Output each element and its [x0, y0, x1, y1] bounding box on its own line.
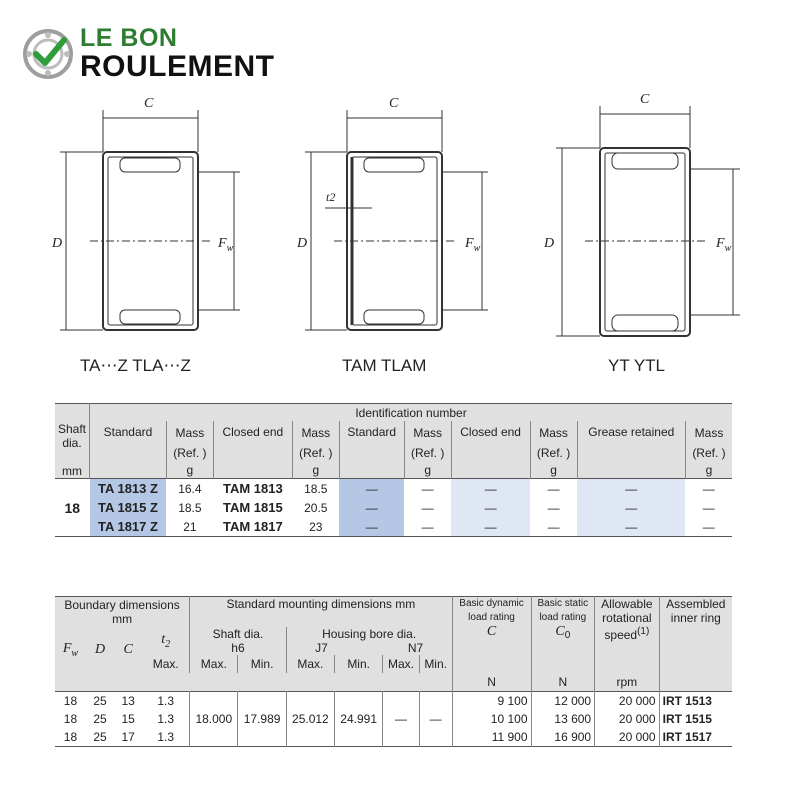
table-row: 18 25 13 1.3 18.000 17.989 25.012 24.991 — — 9 100 12 000 20 000 IRT 1513 [55, 692, 732, 711]
identification-table [55, 403, 732, 537]
grease-retained-cell: — [577, 517, 685, 537]
type-label-ta-z: TA⋯Z TLA⋯Z [80, 356, 191, 375]
closed-end-cell: — [451, 517, 530, 537]
standard-cell: — [339, 498, 404, 517]
logo-line1: LE BON [80, 24, 178, 52]
n7-max-value: — [383, 692, 419, 747]
ref-header-1: (Ref. ) [166, 444, 213, 461]
g-header-5: g [685, 461, 732, 479]
c-header: C [123, 642, 133, 657]
j7-min-value: 24.991 [335, 692, 383, 747]
table-row: 18 25 15 1.3 10 100 13 600 20 000 IRT 1515 [55, 710, 732, 728]
fw-header: $F_w$ [62, 641, 79, 659]
type-label-yt: YT YTL [608, 356, 666, 375]
closed-end-cell: — [451, 498, 530, 517]
drawing-yt [556, 106, 740, 336]
table-row [55, 479, 732, 499]
drawing-ta-z [60, 110, 240, 330]
basic-static-header: Basic static load rating $C_0$ [531, 597, 595, 674]
mass-cell: 23 [309, 519, 323, 534]
shaft-min-value: 17.989 [238, 692, 286, 747]
standard-header: Standard [90, 421, 167, 479]
brand-logo [22, 26, 302, 86]
basic-dynamic-header: Basic dynamic load rating C [452, 597, 531, 674]
mass-cell: — [702, 500, 715, 515]
mass-cell: 18.5 [292, 479, 339, 499]
standard-header-2: Standard [339, 421, 404, 479]
mass-cell: — [547, 519, 560, 534]
allowable-speed-header: Allowable rotational speed$^{(1)}$ [595, 597, 660, 674]
closed-end-cell: — [451, 479, 530, 499]
standard-cell: — [339, 479, 404, 499]
mass-cell: — [702, 519, 715, 534]
table-row [55, 498, 732, 517]
g-header-2: g [292, 461, 339, 479]
closed-end-header: Closed end [213, 421, 292, 479]
shaft-dia-header: Shaft dia. h6 [190, 627, 287, 655]
housing-bore-header: Housing bore dia. J7 N7 [286, 627, 452, 655]
type-label-tam: TAM TLAM [342, 356, 427, 375]
mass-cell: 21 [183, 519, 197, 534]
mass-cell: — [530, 479, 577, 499]
mass-cell: — [421, 519, 434, 534]
boundary-dimensions-header: Boundary dimensions mm [64, 598, 180, 626]
drawing-canvas [0, 90, 800, 390]
mass-cell: 18.5 [178, 500, 202, 515]
j7-max-header: Max. [286, 655, 334, 673]
j7-min-header: Min. [335, 655, 383, 673]
dim-fw-2: $F_w$ [465, 236, 481, 254]
mass-cell: — [685, 479, 732, 499]
dim-d-1: D [52, 236, 63, 251]
unit-n-1: N [452, 673, 531, 692]
closed-end-cell: TAM 1813 [213, 479, 292, 499]
shaft-value: 18 [55, 479, 90, 537]
g-header-1: g [166, 461, 213, 479]
t2-max-header: Max. [152, 657, 179, 671]
t2-header: $t_2$ [161, 632, 171, 650]
mass-cell: — [547, 500, 560, 515]
assembled-inner-ring-header: Assembled inner ring [659, 597, 732, 674]
ref-header-3: (Ref. ) [404, 444, 451, 461]
bearing-check-icon [22, 28, 74, 80]
ref-header-5: (Ref. ) [685, 444, 732, 461]
dim-fw-3: $F_w$ [716, 236, 732, 254]
dim-d-2: D [297, 236, 308, 251]
dim-fw-1: $F_w$ [218, 236, 234, 254]
g-header-3: g [404, 461, 451, 479]
drawing-tam [305, 110, 488, 330]
dim-c-3: C [640, 92, 650, 107]
mass-header-2: Mass [292, 421, 339, 444]
mass-cell: 16.4 [166, 479, 213, 499]
dim-c-1: C [144, 96, 154, 111]
closed-end-cell: TAM 1817 [222, 519, 283, 534]
dimensions-table [55, 596, 732, 747]
j7-max-value: 25.012 [286, 692, 334, 747]
standard-mounting-header: Standard mounting dimensions mm [190, 597, 452, 628]
shaft-dia-header: Shaft dia. mm [58, 422, 87, 478]
table-row [55, 517, 732, 537]
standard-cell: TA 1815 Z [90, 498, 167, 517]
unit-rpm: rpm [595, 673, 660, 692]
mass-header-5: Mass [685, 421, 732, 444]
n7-min-value: — [419, 692, 452, 747]
mass-cell: — [421, 500, 434, 515]
grease-retained-cell: — [577, 479, 685, 499]
unit-n-2: N [531, 673, 595, 692]
d-header: D [94, 642, 106, 657]
grease-retained-header: Grease retained [577, 421, 685, 479]
standard-cell: — [339, 517, 404, 537]
shaft-max-header: Max. [190, 655, 238, 673]
closed-end-header-2: Closed end [451, 421, 530, 479]
dim-d-3: D [544, 236, 555, 251]
mass-header-1: Mass [166, 421, 213, 444]
identification-number-header: Identification number [90, 404, 732, 422]
dim-t2: t2 [326, 190, 336, 204]
mass-cell: — [404, 479, 451, 499]
ref-header-2: (Ref. ) [292, 444, 339, 461]
mass-cell: 20.5 [304, 500, 328, 515]
mass-header-4: Mass [530, 421, 577, 444]
n7-min-header: Min. [419, 655, 452, 673]
table-row: 18 25 17 1.3 11 900 16 900 20 000 IRT 1517 [55, 728, 732, 747]
grease-retained-cell: — [577, 498, 685, 517]
n7-max-header: Max. [383, 655, 419, 673]
logo-line2: ROULEMENT [80, 50, 275, 83]
ref-header-4: (Ref. ) [530, 444, 577, 461]
standard-cell: TA 1817 Z [90, 517, 167, 537]
dim-c-2: C [389, 96, 399, 111]
mass-header-3: Mass [404, 421, 451, 444]
closed-end-cell: TAM 1815 [222, 500, 283, 515]
shaft-max-value: 18.000 [190, 692, 238, 747]
shaft-min-header: Min. [238, 655, 286, 673]
bearing-drawings [0, 90, 800, 390]
standard-cell: TA 1813 Z [90, 479, 167, 499]
g-header-4: g [530, 461, 577, 479]
